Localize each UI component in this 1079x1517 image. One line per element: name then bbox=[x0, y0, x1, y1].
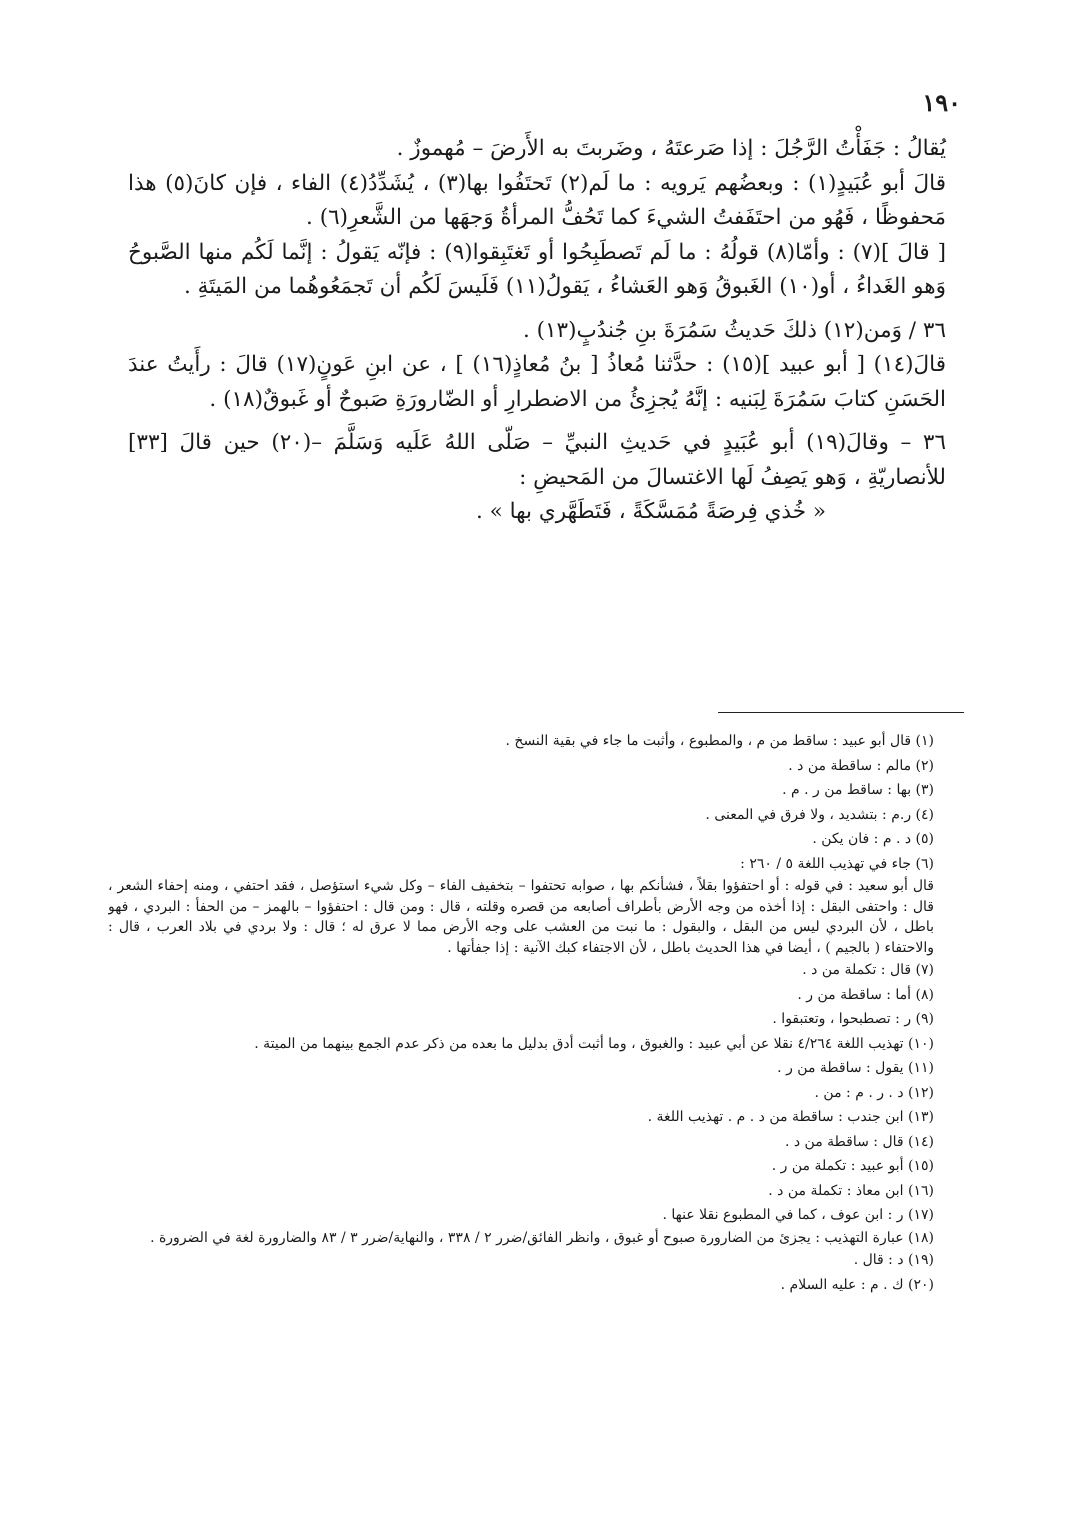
footnote: (٥) د . م : فان يكن . bbox=[812, 831, 934, 847]
footnote: (١٥) أبو عبيد : تكملة من ر . bbox=[771, 1158, 934, 1174]
footnote: (١٢) د . ر . م : من . bbox=[814, 1084, 934, 1101]
footnote: (١٣) ابن جندب : ساقطة من د . م . تهذيب اللغة . bbox=[647, 1109, 934, 1125]
footnote: (٢٠) ك . م : عليه السلام . bbox=[780, 1276, 934, 1293]
paragraph: [ قالَ ](٧) : وأمّا(٨) قولُهُ : ما لَم تَصطَبِحُوا أو تَغتَبِقوا(٩) : فإنّه يَقولُ : إنَّما لَكُم منها الصَّبوحُ وَهو الغَداءُ ، أو(١٠) الغَبوقُ وَهو العَشاءُ ، يَقولُ(١١) فَلَيسَ لَكُم أن تَجمَعُوهُما من المَيتَةِ . bbox=[128, 239, 946, 299]
footnote: (١٨) عبارة التهذيب : يجزئ من الضارورة صبوح أو غبوق ، وانظر الفائق/ضرر ٢ / ٣٣٨ ، والنهاية/ضرر ٣ / ٨٣ والضارورة لغة في الضرورة . bbox=[150, 1229, 934, 1246]
footnote: (١٤) قال : ساقطة من د . bbox=[784, 1133, 934, 1150]
section-heading: ٣٦ – وقالَ(١٩) أبو عُبَيدٍ في حَديثِ النبيِّ – صَلّى اللهُ عَلَيه وَسَلَّمَ –(٢٠) حين قالَ [٣٣] للأنصاريّةِ ، وَهو يَصِفُ لَها الاغتسالَ من المَحيضِ : bbox=[128, 430, 946, 490]
footnote: (٦) جاء في تهذيب اللغة ٥ / ٢٦٠ : bbox=[740, 855, 934, 872]
footnote: (٩) ر : تصطبحوا ، وتعتبقوا . bbox=[772, 1011, 934, 1027]
footnote: (١٦) ابن معاذ : تكملة من د . bbox=[768, 1182, 934, 1199]
paragraph: يُقالُ : جَفَأْتُ الرَّجُلَ : إذا صَرعتَهُ ، وضَربتَ به الأَرضَ – مُهموزٌ . bbox=[396, 136, 946, 161]
page-number: ١٩٠ bbox=[922, 88, 961, 117]
footnotes bbox=[108, 729, 934, 1297]
footnote: (٨) أما : ساقطة من ر . bbox=[797, 986, 934, 1003]
main-text bbox=[128, 132, 946, 530]
spacer bbox=[128, 417, 946, 426]
footnote: (١١) يقول : ساقطة من ر . bbox=[777, 1060, 934, 1076]
paragraph: قالَ أبو عُبَيدٍ(١) : وبعضُهم يَرويه : ما لَم(٢) تَحتَفُوا بها(٣) ، يُشَدِّدُ(٤) الفاء ، فإن كانَ(٥) هذا مَحفوظًا ، فَهُو من احتَفَفتُ الشيءَ كما تَحُفُّ المرأةُ وَجهَها من الشَّعرِ(٦) . bbox=[128, 170, 946, 230]
hadith-quote: « خُذي فِرصَةً مُمَسَّكَةً ، فَتَطَهَّري بها » . bbox=[475, 499, 826, 524]
section-heading: ٣٦ / وَمن(١٢) ذلكَ حَديثُ سَمُرَةَ بنِ جُندُبٍ(١٣) . bbox=[522, 317, 946, 343]
footnote: (٤) ر.م : بتشديد ، ولا فرق في المعنى . bbox=[705, 806, 934, 823]
footnote-divider bbox=[718, 712, 964, 713]
footnote: (٢) مالم : ساقطة من د . bbox=[788, 757, 934, 774]
paragraph: قالَ(١٤) [ أبو عبيد ](١٥) : حدَّثنا مُعاذُ [ بنُ مُعاذٍ(١٦) ] ، عن ابنِ عَونٍ(١٧) قالَ : رأَيتُ عندَ الحَسَنِ كتابَ سَمُرَةَ لِبَنيه : إنَّهُ يُجزِئُ من الاضطرارِ أو الضّارورَةِ صَبوحٌ أو غَبوقٌ(١٨) . bbox=[128, 352, 946, 412]
spacer bbox=[128, 305, 946, 314]
footnote: (١٧) ر : ابن عوف ، كما في المطبوع نقلا عنها . bbox=[662, 1207, 934, 1223]
footnote-quote: قال أبو سعيد : في قوله : أو احتفؤوا بقلاً ، فشأنكم بها ، صوابه تحتفوا – بتخفيف الفاء – وكل شيء استؤصل ، فقد احتفي ، ومنه إحفاء الشعر ، قال : واحتفى البقل : إذا أخذه من وجه الأرض بأطراف أصابعه من قصره وقلته ، قال : ومن قال : احتفؤوا – بالهمز – من الحفأ : البردي ، فهو باطل ، لأن البردي ليس من البقل ، والبقول : ما نبت من العشب على وجه الأرض مما لا عرق له ؛ قال : ولا بردي في بلاد العرب ، قال : والاحتفاء ( بالجيم ) ، أيضا في هذا الحديث باطل ، لأن الاجتفاء كبك الآنية : إذا جفأتها . bbox=[108, 878, 934, 956]
footnote: (١) قال أبو عبيد : ساقط من م ، والمطبوع ، وأثبت ما جاء في بقية النسخ . bbox=[505, 733, 934, 749]
footnote: (٧) قال : تكملة من د . bbox=[802, 962, 934, 978]
footnote: (١٠) تهذيب اللغة ٤/٢٦٤ نقلا عن أبي عبيد : والغبوق ، وما أثبت أدق بدليل ما بعده من ذكر عدم الجمع بينهما من الميتة . bbox=[254, 1035, 934, 1052]
footnote: (١٩) د : قال . bbox=[853, 1252, 934, 1268]
footnote: (٣) بها : ساقط من ر . م . bbox=[782, 782, 934, 798]
